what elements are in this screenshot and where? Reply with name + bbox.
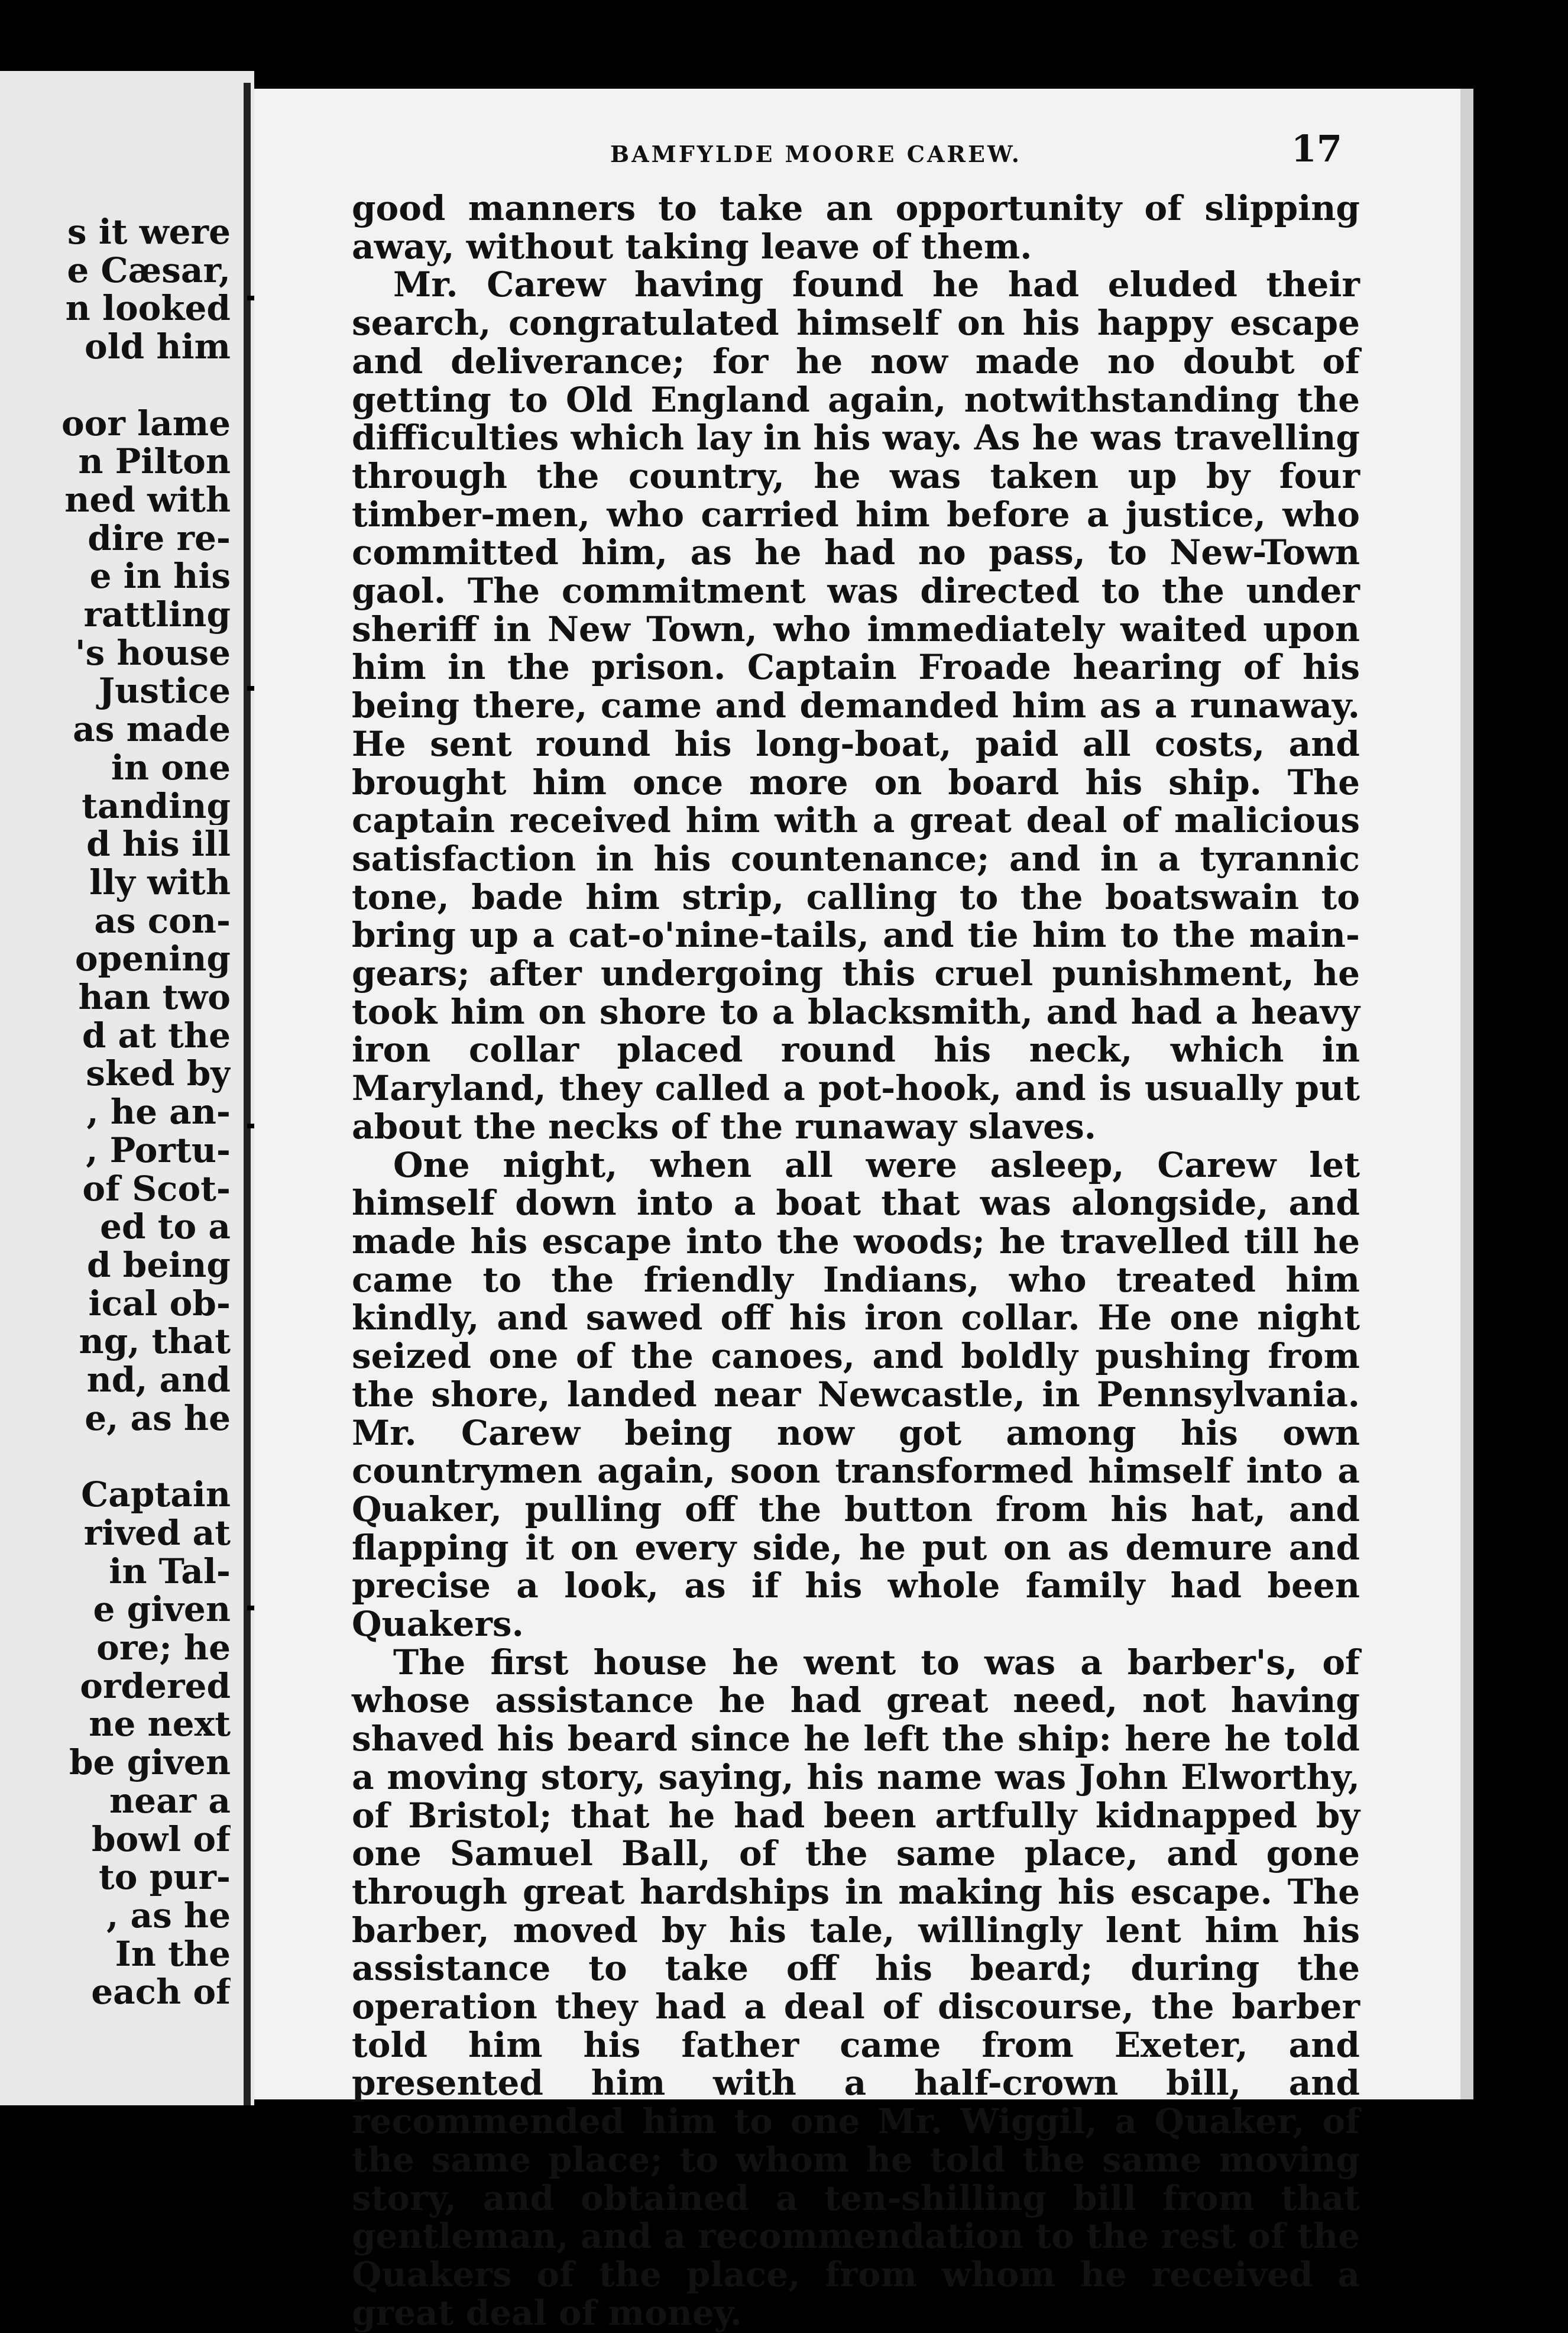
left-page-line: , Portu- <box>86 1131 231 1170</box>
left-page-line: d his ill <box>86 825 231 863</box>
left-page-line: han two <box>78 978 231 1017</box>
left-page-line: oor lame <box>61 404 231 443</box>
left-page <box>0 71 254 2105</box>
left-page-line: In the <box>115 1934 231 1973</box>
left-page-line: , he an- <box>86 1093 231 1131</box>
left-page-line: e Cæsar, <box>67 251 231 290</box>
page-number: 17 <box>1291 127 1342 170</box>
left-page-line: to pur- <box>98 1858 231 1897</box>
left-page-line: ne next <box>89 1705 231 1744</box>
paragraph: Mr. Carew having found he had eluded their search, congratulated himself on his happy escape and deliverance; for he now made no doubt of getting to Old England again, notwithstanding the difficulties which lay in his way. As he was travelling through the country, he was taken up by four timber-men, who carried him before a justice, who committed him, as he had no pass, to New-Town gaol. The commitment was directed to the under sheriff in New Town, who immediately waited upon him in the prison. Captain Froade hearing of his being there, came and demanded him as a runaway. He sent round his long-boat, paid all costs, and brought him once more on board his ship. The captain received him with a great deal of malicious satisfaction in his countenance; and in a tyrannic tone, bade him strip, calling to the boatswain to bring up a cat-o'nine-tails, and tie him to the main-gears; after undergoing this cruel punishment, he took him on shore to a blacksmith, and had a heavy iron collar placed round his neck, which in Maryland, they called a pot-hook, and is usually put about the necks of the runaway slaves. <box>352 264 1360 1147</box>
page-edge <box>1460 89 1473 2099</box>
left-page-line: n Pilton <box>78 442 231 481</box>
left-page-line: d at the <box>82 1016 231 1055</box>
left-page-line <box>6 1438 231 1476</box>
left-page-line: bowl of <box>91 1820 231 1859</box>
left-page-line: sked by <box>86 1054 231 1093</box>
left-page-line: of Scot- <box>82 1169 231 1208</box>
left-page-text-fragments <box>6 213 231 2011</box>
left-page-line: each of <box>91 1973 231 2012</box>
left-page-line: in Tal- <box>109 1552 231 1591</box>
left-page-line: ore; he <box>96 1629 231 1667</box>
left-page-line: opening <box>74 940 231 979</box>
left-page-line: 's house <box>74 633 231 672</box>
left-page-line: rived at <box>83 1513 231 1552</box>
left-page-line: s it were <box>67 213 231 251</box>
left-page-line: as con- <box>94 901 231 940</box>
left-page-line: nd, and <box>86 1361 231 1399</box>
left-page-line: ed to a <box>100 1208 231 1246</box>
left-page-line: dire re- <box>88 519 231 558</box>
left-page-line: rattling <box>83 596 231 634</box>
left-page-line: Justice <box>98 672 231 711</box>
left-page-line: ical ob- <box>88 1284 231 1323</box>
running-head: BAMFYLDE MOORE CAREW. <box>610 141 1022 167</box>
left-page-line <box>6 366 231 405</box>
left-page-line: be given <box>69 1743 231 1782</box>
left-page-line: e, as he <box>85 1399 231 1438</box>
left-page-line: Captain <box>81 1475 231 1514</box>
left-page-line: old him <box>84 328 231 366</box>
paragraph: good manners to take an opportunity of slipping away, without taking leave of them. <box>352 188 1360 267</box>
left-page-line: e given <box>93 1590 231 1629</box>
left-page-line: n looked <box>65 289 231 328</box>
paragraph: One night, when all were asleep, Carew let himself down into a boat that was alongside, and made his escape into the woods; he travelled till he came to the friendly Indians, who treated him kindly, and sawed off his iron collar. He one night seized one of the canoes, and boldly pushing from the shore, landed near Newcastle, in Pennsylvania. Mr. Carew being now got among his own countrymen again, soon transformed himself into a Quaker, pulling off the button from his hat, and flapping it on every side, he put on as demure and precise a look, as if his whole family had been Quakers. <box>352 1144 1360 1645</box>
left-page-line: lly with <box>89 863 231 902</box>
left-page-line: near a <box>109 1781 231 1820</box>
left-page-line: ned with <box>64 480 231 519</box>
left-page-line: d being <box>87 1245 231 1284</box>
book-gutter <box>244 83 251 2105</box>
left-page-line: e in his <box>89 557 231 596</box>
body-text <box>352 189 1360 2332</box>
left-page-line: ng, that <box>79 1322 231 1361</box>
left-page-line: ordered <box>80 1667 231 1706</box>
paragraph: The first house he went to was a barber's, of whose assistance he had great need, not having shaved his beard since he left the ship: here he told a moving story, saying, his name was John Elworthy, of Bristol; that he had been artfully kidnapped by one Samuel Ball, of the same place, and gone through great hardships in making his escape. The barber, moved by his tale, willingly lent him his assistance to take off his beard; during the operation they had a deal of discourse, the barber told him his father came from Exeter, and presented him with a half-crown bill, and recommended him to one Mr. Wiggil, a Quaker, of the same place; to whom he told the same moving story, and obtained a ten-shilling bill from that gentleman, and a recommendation to the rest of the Quakers of the place, from whom he received a great deal of money. <box>352 1642 1360 2333</box>
left-page-line: in one <box>111 748 231 787</box>
left-page-line: tanding <box>82 787 231 826</box>
left-page-line: as made <box>73 710 231 749</box>
left-page-line: , as he <box>106 1896 231 1935</box>
